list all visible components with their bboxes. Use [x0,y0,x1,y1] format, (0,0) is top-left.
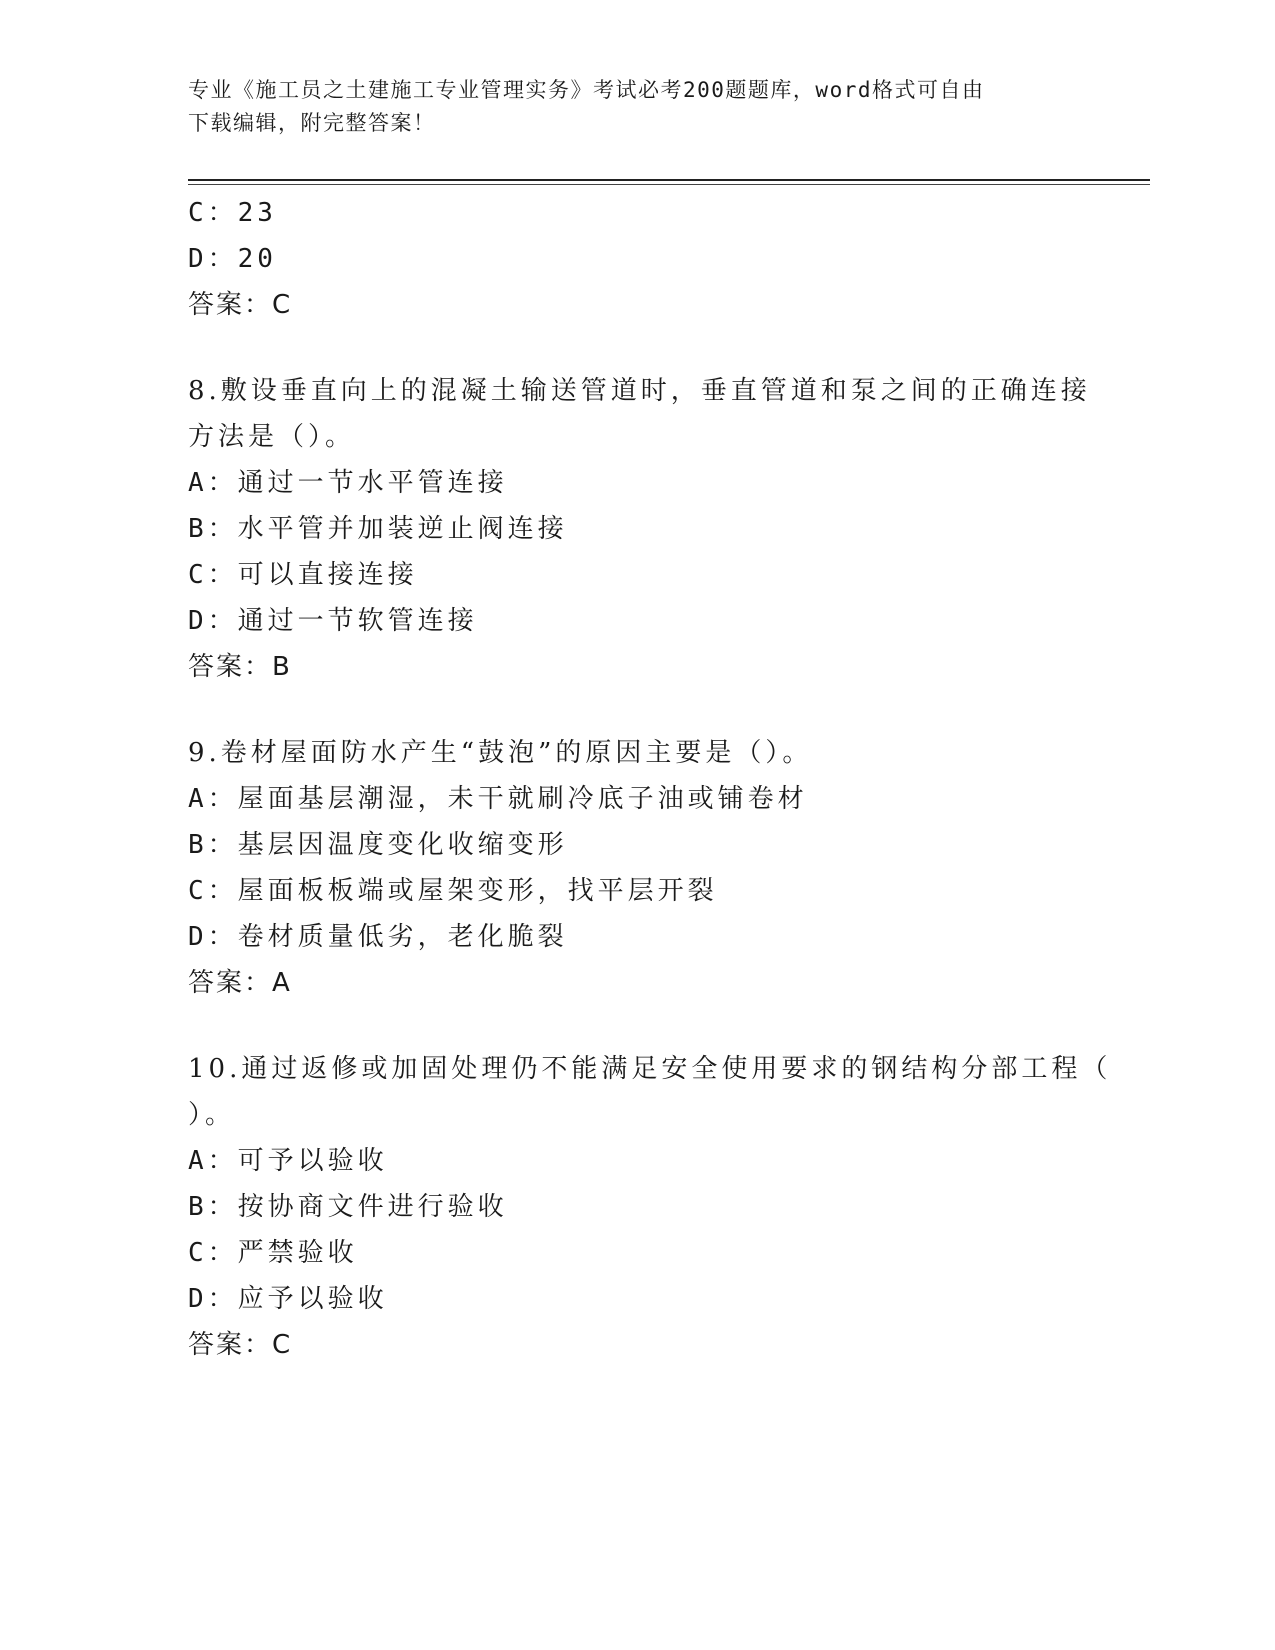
option-c: C：屋面板板端或屋架变形，找平层开裂 [188,876,718,906]
spacer [188,690,1088,730]
header-line-2: 下载编辑，附完整答案！ [188,111,436,135]
option-c: C：23 [188,198,277,228]
header-divider-thick [188,179,1150,181]
option-d: D：应予以验收 [188,1284,388,1314]
question-9 [188,730,1088,1006]
question-text: 8.敷设垂直向上的混凝土输送管道时，垂直管道和泵之间的正确连接 [188,376,1091,406]
question-text-continued: 方法是（）。 [188,422,356,452]
answer-line: 答案：C [188,1330,293,1360]
option-d: D：卷材质量低劣，老化脆裂 [188,922,568,952]
question-7-tail [188,190,1088,328]
spacer [188,328,1088,368]
question-content [188,190,1112,1368]
question-text: 10.通过返修或加固处理仍不能满足安全使用要求的钢结构分部工程（ [188,1054,1112,1084]
answer-line: 答案：B [188,652,292,682]
answer-line: 答案：C [188,290,293,320]
header-divider-thin [188,184,1150,185]
option-d: D：20 [188,244,277,274]
question-8 [188,368,1091,690]
answer-line: 答案：A [188,968,292,998]
question-text-continued: ）。 [188,1100,236,1130]
option-b: B：水平管并加装逆止阀连接 [188,514,568,544]
option-a: A：可予以验收 [188,1146,388,1176]
option-d: D：通过一节软管连接 [188,606,478,636]
document-header [188,74,1088,140]
question-10 [188,1046,1112,1368]
option-a: A：屋面基层潮湿，未干就刷冷底子油或铺卷材 [188,784,808,814]
option-b: B：按协商文件进行验收 [188,1192,508,1222]
option-a: A：通过一节水平管连接 [188,468,508,498]
option-c: C：可以直接连接 [188,560,418,590]
option-b: B：基层因温度变化收缩变形 [188,830,568,860]
question-text: 9.卷材屋面防水产生“鼓泡”的原因主要是（）。 [188,738,813,768]
header-line-1: 专业《施工员之土建施工专业管理实务》考试必考200题题库，word格式可自由 [188,78,985,102]
option-c: C：严禁验收 [188,1238,358,1268]
spacer [188,1006,1088,1046]
